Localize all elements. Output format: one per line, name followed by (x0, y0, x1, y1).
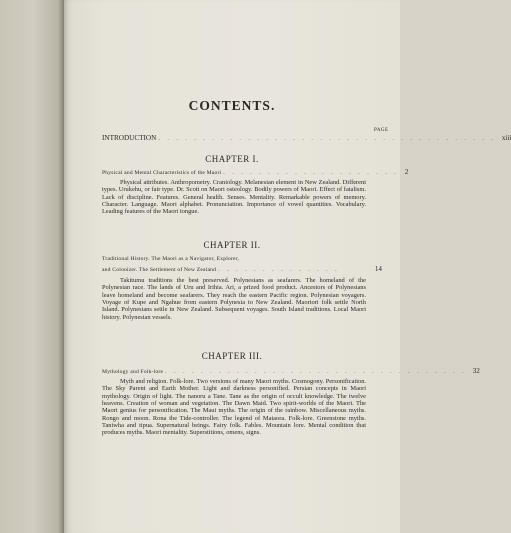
toc-entry-chapter-3[interactable] (102, 367, 480, 375)
toc-entry-chapter-2-cont[interactable] (102, 265, 382, 273)
toc-entry-page: 32 (472, 367, 480, 375)
toc-entry-page: xiii (501, 134, 511, 142)
contents-title: CONTENTS. (188, 98, 276, 113)
dot-leader: . . . . . . . . . . . . . . . . . . . . . . . . . . . . . . . . . . (165, 369, 467, 375)
contents-page (64, 0, 511, 533)
chapter-heading: CHAPTER I. (205, 154, 259, 164)
toc-entry-label: Physical and Mental Characteristics of the Maori (102, 170, 222, 176)
chapter-summary: Physical attributes. Anthropometry. Craniology. Melanesian element in New Zealand. Different types. Urukehu, or fair type. Dr. Scott on Maori osteology. Bodily powers of Maori. Effect of fatalism. Lack of discipline. Features. General health. Senses. Mentality. Remarkable powers of memory. Character. Language. Maori alphabet. Pronunciation. Importance of vowel quantities. Vocabulary. Leading features of the Maori tongue. (102, 179, 366, 216)
toc-entry-chapter-2[interactable] (102, 256, 382, 262)
toc-entry-label: INTRODUCTION (102, 134, 157, 142)
dot-leader: . . . . . . . . . . . . . . . . . . . . (223, 170, 399, 176)
chapter-heading: CHAPTER II. (203, 240, 261, 250)
chapter-summary: Myth and religion. Folk-lore. Two versions of many Maori myths. Cosmogony. Personification. The Sky Parent and Earth Mother. Light and darkness personified. Persian concepts in Maori mythology. Origin of light. The nanoru a Tane. Tane as the origin of occult knowledge. The twelve heavens. Creation of woman and vegetation. The Dawn Maid. Two spirit-worlds of the Maori. The Maori genius for personification. The Maui myths. The origin of the rainbow. Miscellaneous myths. Rongo and moon. Rona the Tide-controller. The legend of Mataora. Folk-lore. Greenstone myths. Taniwha and tipua. Supernatural beings. Fairy folk. Fables. Mountain lore. Mental condition that produces myths. Maori mentality. Superstitions, omens, signs. (102, 378, 366, 437)
dot-leader: . . . . . . . . . . . . . . (218, 267, 340, 273)
chapter-heading: CHAPTER III. (201, 351, 263, 361)
page-column-label: PAGE (374, 128, 389, 133)
toc-entry-label: and Colonizer. The Settlement of New Zealand (102, 267, 217, 273)
toc-entry-chapter-1[interactable] (102, 168, 409, 176)
chapter-summary: Takitumu traditions the best preserved. Polynesians as seafarers. The homeland of the Polynesian race. The lands of Uru and Irihia. Ari, a prized food product. Ancestors of Polynesians leave homeland and become seafarers. They reach the eastern Pacific region. Polynesian voyagers. Voyage of Kupe and Ngahue from eastern Polynesia to New Zealand. Maoriori folk settle North Island. Polynesians settle in New Zealand. Subsequent voyages. South Island traditions. Local Maori history. Polynesian vessels. (102, 277, 366, 321)
book-gutter (0, 0, 66, 533)
toc-entry-page: 2 (404, 168, 409, 176)
toc-entry-page: 14 (374, 265, 382, 273)
toc-entry-label: Traditional History. The Maori as a Navigator, Explorer, (102, 256, 240, 262)
toc-entry-label: Mythology and Folk-lore (102, 369, 164, 375)
dot-leader: . . . . . . . . . . . . . . . . . . . . . . . . . . . . . . . . . . . . . . (158, 136, 496, 142)
toc-entry-introduction[interactable] (102, 134, 511, 142)
